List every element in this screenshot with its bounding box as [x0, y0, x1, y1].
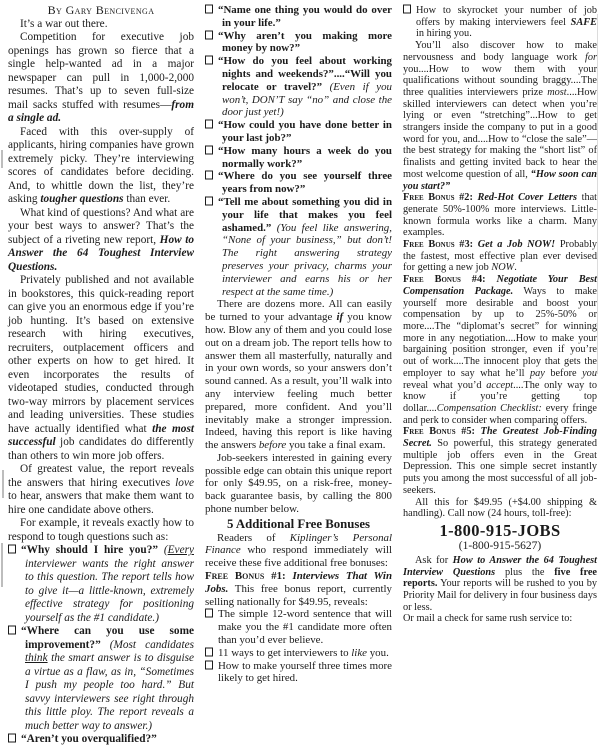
paragraph — [403, 497, 597, 520]
text-segment: “Where can you use some improvement?” — [21, 625, 194, 651]
checkbox-icon — [8, 734, 16, 743]
scan-artifact — [1, 543, 3, 587]
checkbox-icon — [403, 5, 411, 14]
question-item — [205, 119, 392, 145]
text-segment: Faced with this over-supply of applicants, hiring companies have grown extremely picky. They’re interviewing scores of candidates before deciding. And, to whittle down the list, they’re asking — [8, 125, 194, 205]
text-segment: (Even if you won’t, DON’T say “no” and close the door just yet!) — [222, 80, 392, 119]
text-segment: if — [336, 311, 344, 324]
scan-artifact — [1, 150, 3, 168]
paragraph — [205, 298, 392, 452]
question-item — [205, 145, 392, 171]
checkbox-icon — [8, 545, 16, 554]
text-segment: “Where do you see yourself three years from now?” — [218, 170, 392, 196]
text-segment: than ever. — [123, 193, 171, 205]
checkbox-icon — [205, 171, 213, 180]
text-segment: NOW — [491, 262, 515, 274]
text-segment: “Aren’t you overqualified?” — [21, 733, 157, 745]
bullet-item — [205, 647, 392, 660]
text-segment: How to skyrocket your number of job offers by making interviewers feel — [416, 5, 597, 28]
text-segment: that generate 50%-100% more interviews. Little-known formula works like a charm. Many examples. — [403, 192, 598, 239]
question-item — [205, 170, 392, 196]
text-segment: Free Bonus #1: — [205, 570, 293, 583]
text-segment: love — [175, 476, 194, 489]
checkbox-icon — [8, 626, 16, 635]
text-segment: before — [258, 439, 287, 452]
text-segment: “Name one thing you would do over in your life.” — [218, 4, 392, 29]
text-segment: (1-800-915-5627) — [458, 539, 542, 552]
question-item — [205, 30, 392, 56]
text-segment: The simple 12-word sentence that will make you the #1 candidate more often than you’d ever believe. — [218, 608, 392, 647]
text-segment: for — [584, 51, 597, 63]
text-segment: before — [544, 367, 583, 379]
text-segment: every fringe and perk to consider when comparing offers. — [403, 402, 597, 426]
text-segment: How to Answer the 64 Toughest Interview Questions. — [8, 233, 194, 273]
text-segment: “Why should I hire you?” — [21, 544, 164, 556]
checkbox-icon — [205, 145, 213, 154]
paragraph — [403, 555, 597, 614]
question-item — [205, 4, 392, 30]
text-segment: you. — [367, 646, 389, 659]
text-segment: Red-Hot Cover Letters — [477, 192, 577, 204]
text-segment: How to make yourself three times more likely to get hired. — [218, 659, 392, 685]
text-segment: to hear, answers that make them want to hire one candidate above others. — [8, 490, 194, 516]
paragraph — [403, 40, 597, 192]
text-segment: 11 ways to get interviewers to — [218, 646, 352, 659]
text-segment: interviewer wants the right answer to this question. The report tells how to give it—a little-known, extremely effective strategy for positioning yourself as the #1 candidate.) — [25, 557, 194, 624]
text-segment: job candidates do differently than others to win more job offers. — [8, 436, 194, 462]
text-segment: . — [514, 262, 517, 274]
checkbox-icon — [205, 647, 213, 656]
text-segment: Negotiate Your Best Compensation Package. — [403, 274, 597, 297]
paragraph — [8, 274, 194, 463]
text-segment: think — [25, 652, 48, 664]
text-segment: Every — [167, 544, 194, 556]
paragraph — [8, 207, 194, 275]
text-segment: Or mail a check for same rush service to: — [403, 613, 573, 625]
text-segment: “Tell me about something you did in your life that makes you feel ashamed.” — [218, 195, 392, 234]
text-segment: ( — [163, 544, 168, 556]
question-item — [205, 196, 392, 298]
text-segment: ....The only way to know if you’re getting top dollar.... — [403, 379, 597, 414]
paragraph — [8, 463, 194, 517]
paragraph — [403, 274, 597, 426]
paragraph — [403, 192, 597, 239]
text-segment: “How soon can you start?” — [403, 168, 597, 192]
paragraph — [8, 126, 194, 207]
paragraph — [8, 31, 194, 126]
text-segment: five free reports. — [403, 566, 597, 590]
text-segment: It’s a war out there. — [20, 17, 108, 30]
paragraph — [403, 426, 597, 496]
text-segment: (You feel like answering, “None of your business,” but don’t! The right answering strategy preserves your privacy, charms your interviewer and earns his or her respect at the same time.) — [222, 221, 392, 298]
question-item — [8, 544, 194, 625]
text-segment: “How do you feel about working nights and weekends?”....“Will you relocate or travel?” — [218, 55, 392, 93]
text-segment: Free Bonus #2: — [403, 192, 478, 204]
text-segment: in hiring you. — [416, 28, 472, 40]
text-segment: The Greatest Job-Finding Secret. — [403, 426, 597, 450]
scan-artifact — [597, 14, 598, 374]
column-left — [8, 4, 194, 747]
checkbox-icon — [205, 196, 213, 205]
text-segment: 5 Additional Free Bonuses — [226, 516, 371, 531]
section-heading — [205, 518, 392, 531]
text-segment: All this for $49.95 (+$4.00 shipping & handling). Call now (24 hours, toll-free): — [403, 496, 597, 520]
text-segment: Probably the fastest, most effective plan ever devised for getting a new job — [403, 239, 598, 274]
text-segment: ....How skilled interviewers can detect when you’re lying or even “stretching”...How to get strangers inside the company to put in a good word for you, and....How to “close the sale”—the best strategy for making the “short list” of finalists and getting invited back to hear the most welcome question of all, — [403, 86, 597, 180]
text-segment: For example, it reveals exactly how to respond to tough questions such as: — [8, 517, 194, 543]
bullet-item — [205, 660, 392, 686]
column-right — [403, 4, 597, 747]
text-segment: like — [351, 646, 368, 659]
checkbox-icon — [205, 30, 213, 39]
text-segment: accept — [486, 379, 514, 391]
question-item — [8, 625, 194, 733]
text-segment: “How could you have done better in your last job?” — [218, 119, 392, 144]
text-segment: Job-seekers interested in gaining every possible edge can obtain this unique report for only $49.95, on a risk-free, money-back guarantee basis, by calling the 800 phone number below. — [205, 451, 392, 516]
text-segment: There are dozens more. All can easily be turned to your advantage — [205, 298, 392, 324]
text-segment: 1-800-915-JOBS — [439, 520, 561, 540]
bullet-item — [403, 4, 597, 40]
paragraph — [8, 517, 194, 544]
text-segment: Competition for executive job openings has grown so fierce that a single help-wanted ad in a major newspaper can pull in 1,000-2,000 resumes. That’s up to seven full-size mail sacks stuffed with resumes— — [8, 31, 194, 111]
text-segment: the most successful — [8, 422, 194, 448]
phone-number-alt — [403, 540, 597, 553]
text-segment: This free bonus report, currently selling nationally for $49.95, reveals: — [205, 582, 392, 608]
checkbox-icon — [205, 5, 213, 14]
text-segment: you — [582, 367, 597, 379]
byline — [8, 4, 194, 18]
checkbox-icon — [205, 120, 213, 129]
text-segment: Compensation Checklist: — [436, 402, 542, 414]
question-item — [205, 55, 392, 119]
text-segment: Ways to make yourself more desirable and boost your compensation by up to 25%-50% or more....The “diplomat’s secret” for winning more in any negotiation....How to make your bargaining position stronger, even if you’re out of work....The innocent ploy that gets the employer to say what he’ll — [403, 285, 597, 379]
paragraph — [205, 452, 392, 516]
text-segment: You’ll also discover how to make nervousness and body language work — [403, 40, 597, 63]
checkbox-icon — [205, 56, 213, 65]
text-segment: you take a final exam. — [286, 439, 386, 452]
text-segment: who respond immediately will receive these five additional free bonuses: — [205, 544, 392, 570]
text-segment: Free Bonus #5: — [403, 426, 481, 438]
text-segment: Get a Job NOW! — [477, 239, 556, 251]
text-segment: from a single ad. — [8, 98, 194, 124]
text-segment: Free Bonus #4: — [403, 274, 497, 286]
text-segment: Privately published and not available in bookstores, this quick-reading report can give you an enormous edge if you’re job hunting. It’s based on extensive research with hiring executives, recruiters, outplacement officers and other experts on how to get hired. It even incorporates the results of videotaped studies, conducted through two-way mirrors by placement services and leading universities. These studies have actually identified what — [8, 274, 194, 435]
scan-artifact — [2, 470, 4, 498]
text-segment: reveal what you’d — [403, 379, 487, 391]
checkbox-icon — [205, 660, 213, 669]
text-segment: Kiplinger’s Personal Finance — [205, 531, 392, 557]
text-segment: Your reports will be rushed to you by Priority Mail for delivery in four business days or less. — [403, 578, 597, 613]
paragraph — [403, 613, 597, 625]
text-segment: Readers of — [217, 531, 290, 544]
text-segment: Of greatest value, the report reveals the answers that hiring executives — [8, 463, 194, 489]
text-segment: most — [547, 86, 567, 98]
text-segment: tougher questions — [40, 193, 124, 205]
text-segment: you....How to wow them with your qualifications without sounding braggy....The three qualities interviewers prize — [403, 63, 597, 98]
bullet-item — [205, 608, 392, 646]
column-middle — [205, 4, 392, 747]
question-item — [8, 733, 194, 747]
text-segment: you know how. Blow any of them and you could lose out on a dream job. The report tells how to answer them all masterfully, naturally and in your own words, so your answers don’t sound canned. As a result, you’ll walk into any interview feeling much better prepared, more confident. And you’ll inevitably make a stronger impression. Indeed, having this report is like having the answers — [205, 311, 392, 452]
phone-number — [403, 522, 597, 540]
paragraph — [205, 570, 392, 608]
text-segment: the smart answer is to disguise a virtue as a flaw, as in, “Sometimes I push my people too hard.” But savvy interviewers see right through this little ploy. The report reveals a much better way to answer.) — [25, 652, 194, 732]
text-segment: “Why aren’t you making more money by now?” — [218, 29, 392, 55]
text-segment: So powerful, this strategy generated multiple job offers even in the Great Depression. This one simple secret instantly puts you among the most successful of all job-seekers. — [403, 438, 597, 496]
text-segment: How to Answer the 64 Toughest Interview Questions — [403, 554, 598, 578]
text-segment: plus the — [495, 566, 555, 578]
text-segment: Interviews That Win Jobs. — [205, 570, 392, 595]
text-segment: SAFE — [570, 16, 597, 28]
text-segment: Free Bonus #3: — [403, 239, 478, 251]
paragraph — [8, 18, 194, 32]
text-segment: What kind of questions? And what are your best ways to answer? That’s the subject of a riveting new report, — [8, 206, 194, 246]
checkbox-icon — [205, 609, 213, 618]
text-segment: Ask for — [415, 554, 453, 566]
text-segment: “How many hours a week do you normally work?” — [218, 144, 392, 170]
text-segment: (Most candidates — [109, 638, 195, 651]
text-segment: By Gary Bencivenga — [47, 3, 155, 17]
paragraph — [403, 239, 597, 274]
text-segment: pay — [529, 367, 545, 379]
paragraph — [205, 532, 392, 570]
